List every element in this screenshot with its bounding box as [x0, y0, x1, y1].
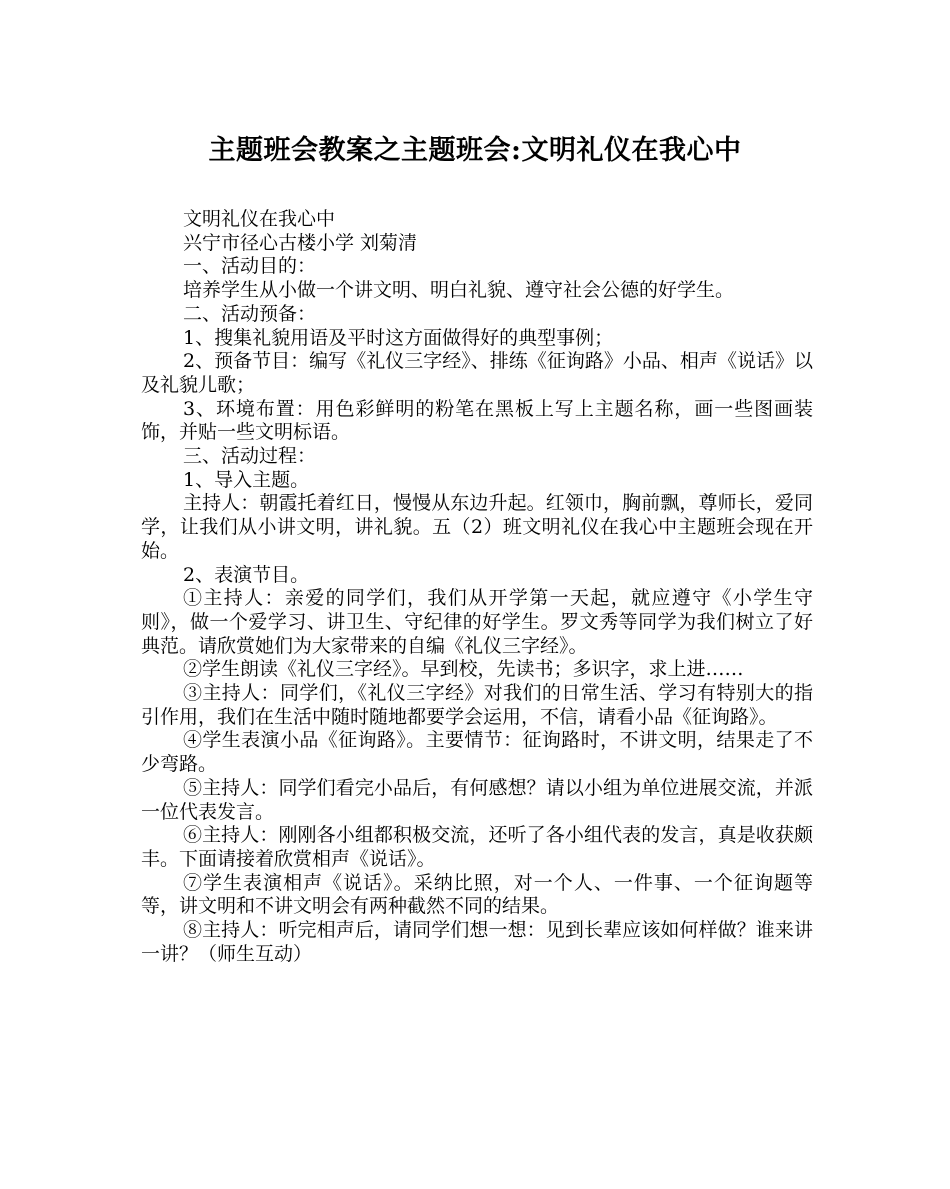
paragraph: 兴宁市径心古楼小学 刘菊清 [183, 231, 418, 254]
paragraph: ⑧主持人：听完相声后，请同学们想一想：见到长辈应该如何样做？谁来讲一讲？（师生互动） [141, 919, 813, 965]
document-body [141, 208, 813, 967]
paragraph: 1、搜集礼貌用语及平时这方面做得好的典型事例； [183, 326, 614, 349]
paragraph: ③主持人：同学们，《礼仪三字经》对我们的日常生活、学习有特别大的指引作用，我们在生活中随时随地都要学会运用，不信，请看小品《征询路》。 [141, 682, 813, 728]
paragraph: 一、活动目的： [183, 255, 317, 278]
paragraph: ②学生朗读《礼仪三字经》。早到校，先读书；多识字，求上进…… [183, 658, 744, 681]
paragraph: 2、预备节目：编写《礼仪三字经》、排练《征询路》小品、相声《说话》以及礼貌儿歌； [141, 350, 813, 396]
paragraph: 二、活动预备： [183, 302, 317, 325]
paragraph: 2、表演节目。 [183, 563, 310, 586]
paragraph: ④学生表演小品《征询路》。主要情节：征询路时，不讲文明，结果走了不少弯路。 [141, 729, 813, 776]
document-title: 主题班会教案之主题班会:文明礼仪在我心中 [208, 135, 742, 166]
paragraph: 培养学生从小做一个讲文明、明白礼貌、遵守社会公德的好学生。 [183, 279, 735, 302]
paragraph: 1、导入主题。 [183, 468, 310, 491]
paragraph: ⑥主持人：刚刚各小组都积极交流，还听了各小组代表的发言，真是收获颇丰。下面请接着欣赏相声《说话》。 [141, 824, 813, 870]
paragraph: 三、活动过程： [183, 445, 317, 468]
paragraph: ⑤主持人：同学们看完小品后，有何感想？请以小组为单位进展交流，并派一位代表发言。 [141, 776, 813, 823]
paragraph: ①主持人：亲爱的同学们，我们从开学第一天起，就应遵守《小学生守则》，做一个爱学习、讲卫生、守纪律的好学生。罗文秀等同学为我们树立了好典范。请欣赏她们为大家带来的自编《礼仪三字经》。 [141, 587, 813, 657]
paragraph: 3、环境布置：用色彩鲜明的粉笔在黑板上写上主题名称，画一些图画装饰，并贴一些文明标语。 [141, 397, 813, 444]
paragraph: 文明礼仪在我心中 [183, 208, 336, 230]
paragraph: 主持人：朝霞托着红日，慢慢从东边升起。红领巾，胸前飘，尊师长，爱同学，让我们从小讲文明，讲礼貌。五（2）班文明礼仪在我心中主题班会现在开始。 [141, 492, 813, 562]
paragraph: ⑦学生表演相声《说话》。采纳比照，对一个人、一件事、一个征询题等等，讲文明和不讲文明会有两种截然不同的结果。 [141, 871, 813, 918]
